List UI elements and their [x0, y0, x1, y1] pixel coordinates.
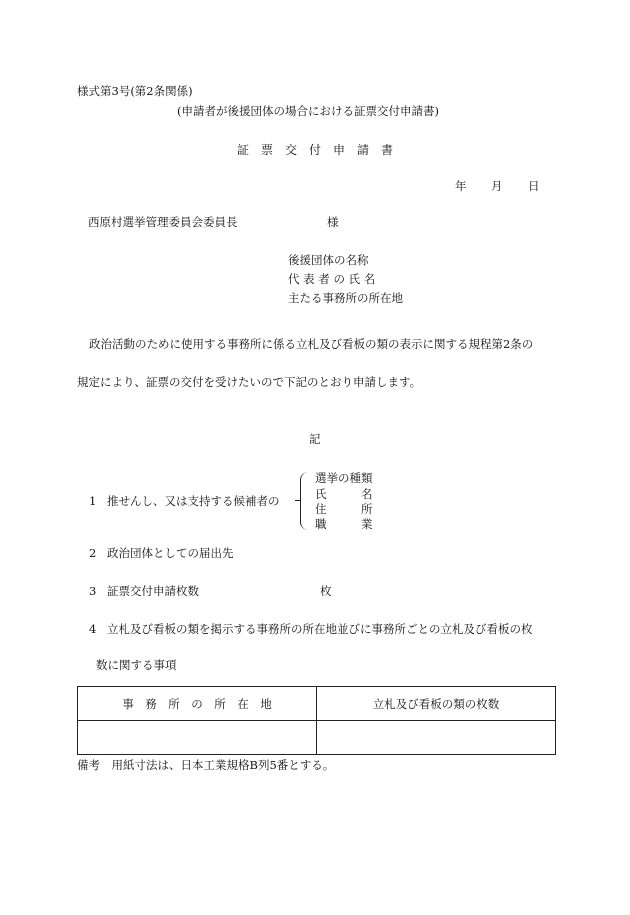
office-table: [77, 686, 556, 755]
table-row: [78, 721, 556, 755]
table-cell-sign-count[interactable]: [317, 721, 556, 755]
body-text-line-2: 規定により、証票の交付を受けたいので下記のとおり申請します。: [77, 375, 422, 389]
form-subtitle: (申請者が後援団体の場合における証票交付申請書): [177, 104, 439, 118]
item-1-number: 1: [89, 494, 97, 508]
item-4-number: 4: [89, 622, 97, 636]
ki-heading: 記: [309, 432, 321, 446]
note: 備考 用紙寸法は、日本工業規格B列5番とする。: [77, 758, 335, 772]
item-1-label: 推せんし、又は支持する候補者の: [107, 494, 280, 508]
applicant-org-name-label: 後援団体の名称: [288, 253, 369, 267]
date-year: 年: [455, 179, 467, 193]
applicant-representative-label: 代 表 者 の 氏 名: [288, 272, 376, 286]
item-2-number: 2: [89, 546, 97, 560]
item-1-sub-election-type: 選挙の種類: [315, 471, 373, 485]
date-month: 月: [491, 179, 503, 193]
table-header-sign-count: 立札及び看板の類の枚数: [317, 687, 556, 721]
addressee-honorific: 様: [327, 215, 339, 229]
item-3-unit: 枚: [320, 584, 332, 598]
table-header-office-address: 事 務 所 の 所 在 地: [78, 687, 317, 721]
applicant-office-address-label: 主たる事務所の所在地: [288, 291, 403, 305]
table-cell-office-address[interactable]: [78, 721, 317, 755]
item-3-number: 3: [89, 584, 97, 598]
table-header-row: [78, 687, 556, 721]
date-day: 日: [528, 179, 540, 193]
form-number: 様式第3号(第2条関係): [77, 84, 193, 98]
addressee-name: 西原村選挙管理委員会委員長: [88, 215, 238, 229]
item-1-brace: [300, 472, 309, 530]
body-text-line-1: 政治活動のために使用する事務所に係る立札及び看板の類の表示に関する規程第2条の: [89, 337, 534, 351]
item-1-sub-name: 氏 名: [315, 487, 373, 501]
item-2-label: 政治団体としての届出先: [107, 546, 234, 560]
document-title: 証 票 交 付 申 請 書: [237, 143, 394, 157]
item-1-sub-occupation: 職 業: [315, 517, 373, 531]
item-4-label-line-2: 数に関する事項: [96, 658, 177, 672]
item-1-sub-address: 住 所: [315, 502, 373, 516]
item-4-label-line-1: 立札及び看板の類を掲示する事務所の所在地並びに事務所ごとの立札及び看板の枚: [107, 622, 533, 636]
item-3-label: 証票交付申請枚数: [107, 584, 199, 598]
